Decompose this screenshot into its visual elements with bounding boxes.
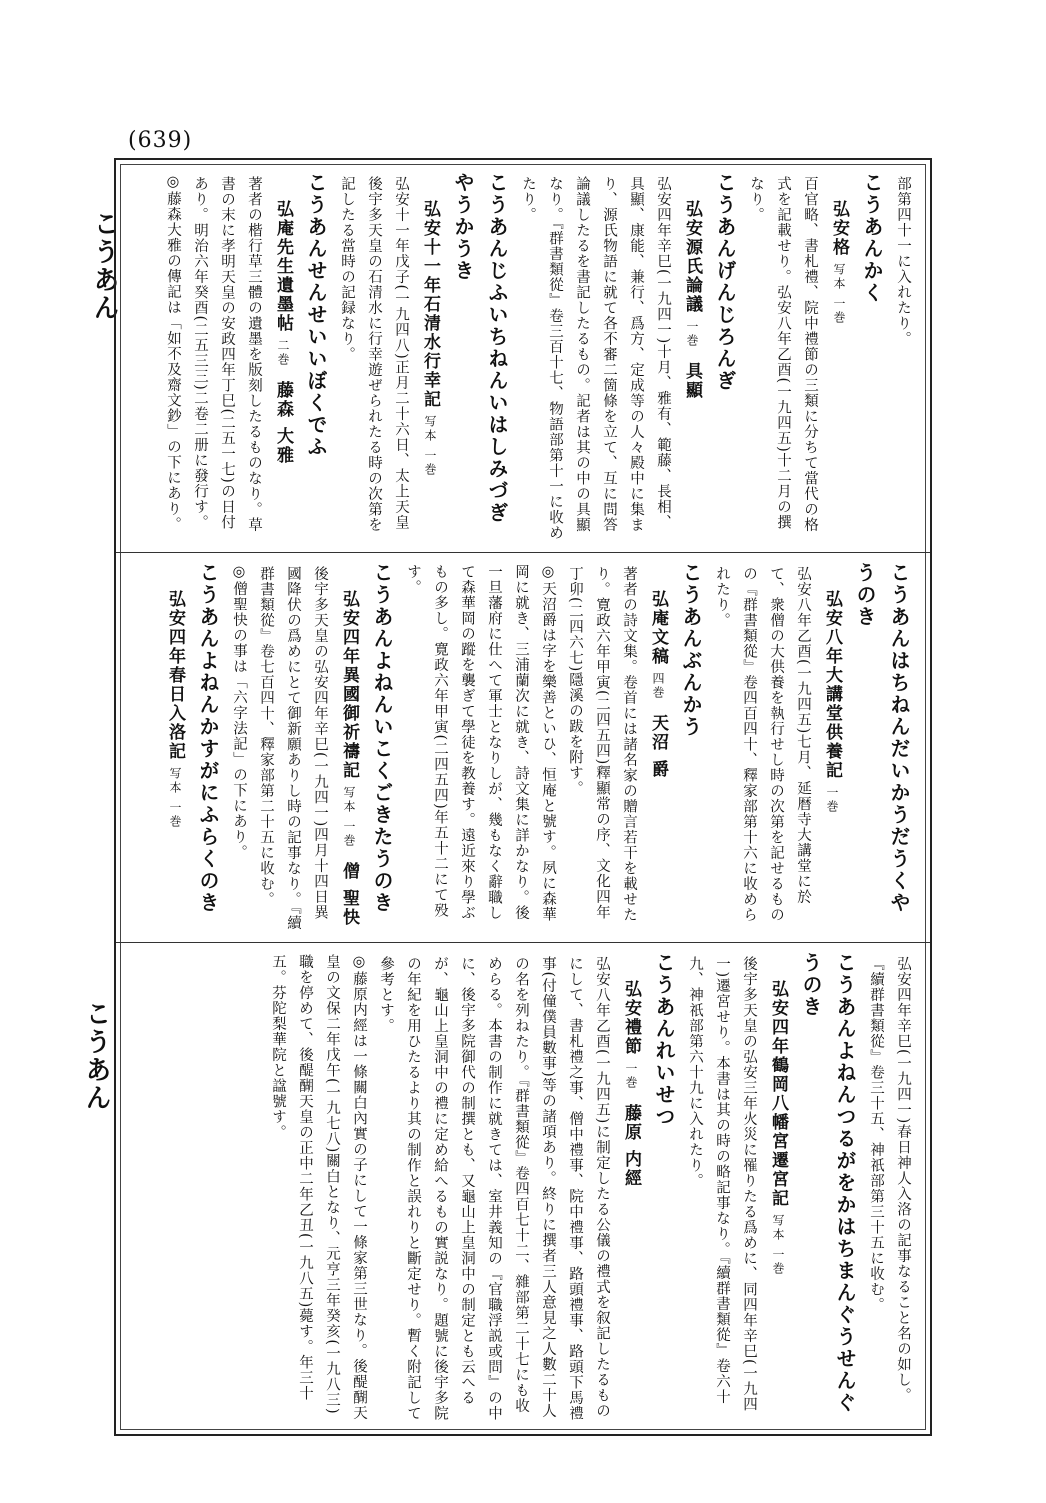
entry-body: 弘安八年乙酉(一九四五)に制定したる公儀の禮式を叙記したるものにして、書札禮之事、僧中禮事、院中禮事、路頭禮事、路頭下馬禮事(付僮僕員數事)等の諸項あり。終りに撰者三人意見之人數二十人の名を列ねたり。『群書類從』卷四百七十二、雜部第二十七にも收めらる。本書の制作に就きては、室井義知の『官職浮説或問』の中に、後宇多院御代の制撰とも、又龜山上皇洞中の制定とも云へるが、龜山上皇洞中の禮に定め給へるもの實説なり。題號に後宇多院の年紀を用ひたるより其の制作と誤れりと斷定せり。暫く附記して參考とす。	[378, 956, 610, 1421]
entry-author: 天沼 爵	[648, 714, 668, 779]
entry-title-line	[615, 952, 647, 1422]
entry-title: 弘安四年異國御祈禱記	[339, 590, 359, 780]
entry-reading-heading: こうあんよねんつるがをかはちまんぐうせんぐうのき	[799, 952, 857, 1414]
entry-title-line	[333, 562, 365, 934]
entry-title: 弘安源氏論議	[682, 200, 702, 314]
entry-note: ◎藤森大雅の傳記は「如不及齋文鈔」の下にあり。	[165, 174, 181, 532]
entry-author: 僧 聖快	[339, 861, 359, 927]
page-number: (639)	[128, 128, 193, 153]
entry-reading-heading: こうあんよねんかすがにふらくのき	[196, 562, 220, 914]
entry-body: 後宇多天皇の弘安三年火災に罹りたる爲めに、同四年辛巳(一九四一)遷宮せり。本書は其の時の略記事なり。『續群書類從』卷六十九、神祇部第六十九に入れたり。	[687, 956, 757, 1413]
entry-title: 弘庵先生遺墨帖	[273, 200, 293, 333]
entry-volume: 写本 一巻	[168, 767, 182, 829]
entry-body: 弘安四年辛巳(一九四一)十月、雅有、範藤、長相、具顯、康能、兼行、爲方、定成等の人々殿中に集まり、源氏物語に就て各不審二箇條を立て、互に問答論議したるを書記したるもの。記者は其の中の具顯なり。『群書類從』卷三百十七、物語部第十一に收めたり。	[520, 176, 671, 541]
entry-reading-heading: こうあんれいせつ	[652, 952, 676, 1128]
entry-title-line	[414, 172, 446, 544]
entry-volume: 写本 一巻	[423, 415, 437, 477]
entry-body: 弘安八年乙酉(一九四五)七月、延暦寺大講堂に於て、衆僧の大供養を執行せし時の次第を記せるものの『群書類從』卷四百四十、釋家部第十六に收められたり。	[714, 566, 811, 923]
tier-divider-upper	[116, 552, 930, 553]
entry-reading-heading: こうあんじふいちねんいはしみづぎやうかうき	[451, 172, 509, 524]
entry-volume: 二巻	[276, 339, 290, 367]
entry-author: 藤原 内經	[621, 1104, 641, 1188]
entry-volume: 一巻	[685, 320, 699, 348]
entry-note: ◎僧聖快の事は「六字法記」の下にあり。	[231, 564, 247, 860]
tier-divider-lower	[116, 942, 930, 943]
entry-title: 弘安禮節	[621, 980, 641, 1056]
entry-volume: 一巻	[825, 786, 839, 814]
entry-author: 具顯	[682, 362, 702, 400]
running-head-bottom: こうあん	[81, 1000, 111, 1112]
entry-title-line	[159, 562, 191, 934]
entry-reading-heading: こうあんぶんかう	[679, 562, 703, 738]
entry-body: 部第四十一に入れたり。	[895, 176, 911, 347]
entry-volume: 写本 一巻	[342, 786, 356, 848]
entry-reading-heading: こうあんげんじろんぎ	[713, 172, 737, 392]
entry-reading-heading: こうあんせんせいいぼくでふ	[304, 172, 328, 458]
tier-upper	[130, 172, 916, 544]
entry-title-line	[642, 562, 674, 934]
entry-title: 弘安四年鶴岡八幡宮遷宮記	[768, 980, 788, 1208]
entry-volume: 四巻	[651, 672, 665, 700]
entry-title: 弘庵文稿	[648, 590, 668, 666]
entry-author: 藤森 大雅	[273, 381, 293, 465]
entry-title-line	[816, 562, 848, 934]
entry-reading-heading: こうあんよねんいこくごきたうのき	[370, 562, 394, 914]
entry-title: 弘安格	[829, 200, 849, 257]
entry-title-line	[267, 172, 299, 544]
entry-volume: 写本 一巻	[832, 263, 846, 325]
tier-lower	[130, 952, 916, 1422]
running-head-top: こうあん	[89, 210, 119, 322]
entry-title-line	[762, 952, 794, 1422]
entry-title-line	[823, 172, 855, 544]
page-frame	[114, 158, 932, 1436]
entry-title: 弘安十一年石清水行幸記	[420, 200, 440, 409]
entry-volume: 一巻	[624, 1062, 638, 1090]
entry-body: 弘安十一年戊子(一九四八)正月二十六日、太上天皇後宇多天皇の石清水に行幸遊ぜられたる時の次第を記したる當時の記録なり。	[339, 176, 409, 533]
entry-title-line	[676, 172, 708, 544]
entry-title: 弘安四年春日入洛記	[165, 590, 185, 761]
tier-middle	[130, 562, 916, 934]
entry-note: ◎藤原内經は一條關白內實の子にして一條家第三世なり。後醍醐天皇の文保二年戊午(一九七八)關白となり、元亨三年癸亥(一九八三)職を停めて、後醍醐天皇の正中二年乙丑(一九八五)薨す。年三十五。芬陀梨華院と諡號す。	[270, 954, 367, 1421]
entry-reading-heading: こうあんはちねんだいかうだうくやうのき	[853, 562, 911, 914]
entry-body: 著者の詩文集。卷首には諸名家の贈言若干を載せたり。寛政六年甲寅(二四五四)釋顯常の序、文化四年丁卯(二四六七)隱溪の跋を附す。	[567, 566, 637, 923]
entry-body: 百官略、書札禮、院中禮節の三類に分ちて當代の格式を記載せり。弘安八年乙酉(一九四五)十二月の撰なり。	[748, 176, 818, 533]
entry-note: ◎天沼爵は字を樂善といひ、恒庵と號す。夙に森華岡に就き、三浦蘭次に就き、詩文集に詳かなり。後一旦藩府に仕へて軍士となりしが、幾もなく辭職して森華岡の蹤を襲ぎて學徒を教養す。遠近來り學ぶもの多し。寛政六年甲寅(二四五四)年五十二にて殁す。	[405, 564, 556, 922]
entry-reading-heading: こうあんかく	[860, 172, 884, 304]
entry-body: 著者の楷行草三體の遺墨を版刻したるものなり。草書の末に孝明天皇の安政四年丁巳(二五一七)の日付あり。明治六年癸酉(二五三三)二卷二册に發行す。	[192, 176, 262, 533]
entry-title: 弘安八年大講堂供養記	[822, 590, 842, 780]
entry-body: 後宇多天皇の弘安四年辛巳(一九四一)四月十四日異國降伏の爲めにとて御新願ありし時の記事なり。『續群書類從』卷七百四十、釋家部第二十五に收む。	[258, 566, 328, 931]
entry-volume: 写本 一巻	[771, 1214, 785, 1276]
entry-body: 弘安四年辛巳(一九四一)春日神人入洛の記事なること名の如し。『續群書類從』卷三十五、神祇部第三十五に收む。	[868, 956, 911, 1404]
